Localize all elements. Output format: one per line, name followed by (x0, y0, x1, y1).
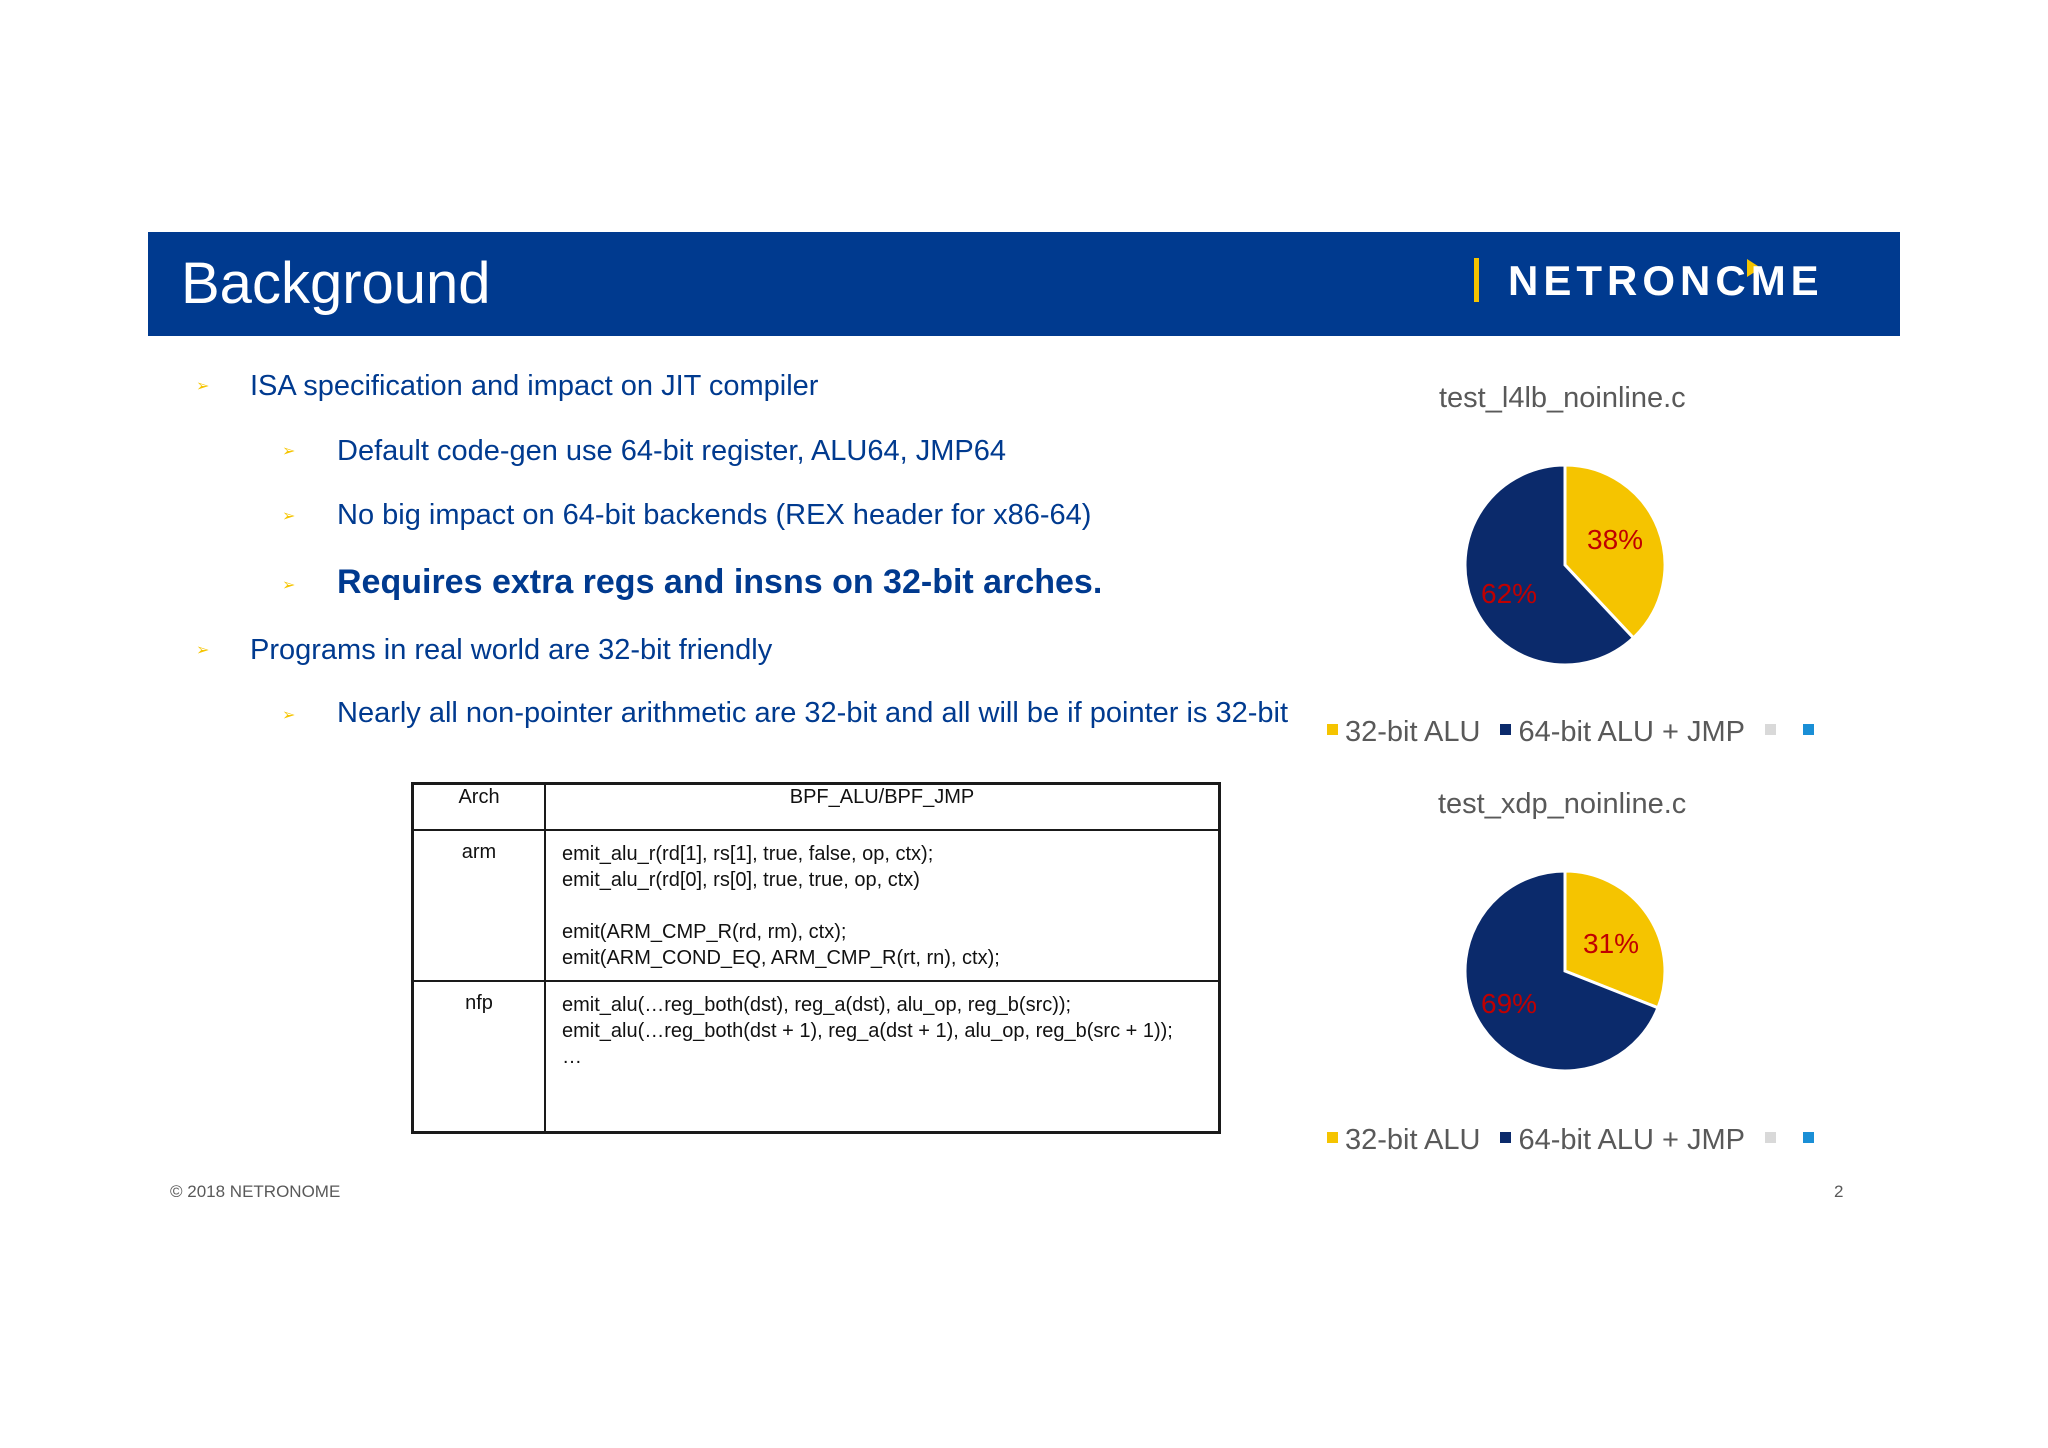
pie-label-32bit: 31% (1583, 928, 1640, 959)
logo-text-end: ME (1750, 257, 1824, 304)
pie-chart-xdp (1460, 866, 1670, 1076)
table-header-code: BPF_ALU/BPF_JMP (545, 784, 1220, 831)
legend-label: 32-bit ALU (1345, 1124, 1481, 1156)
chart-legend (1327, 716, 1833, 749)
table-cell-arch: arm (413, 830, 546, 981)
code-line: emit_alu_r(rd[1], rs[1], true, false, op, ctx); (562, 843, 934, 865)
chart-title: test_xdp_noinline.c (1438, 788, 1687, 820)
bullet-item-emphasis: Requires extra regs and insns on 32-bit arches. (337, 563, 1103, 601)
chart-legend (1327, 1124, 1833, 1157)
legend-swatch (1500, 1132, 1511, 1143)
legend-item (1803, 1124, 1821, 1156)
table-cell-code (545, 981, 1220, 1133)
bullet-arrow-icon: ➢ (196, 378, 210, 395)
netronome-logo (1508, 256, 1824, 306)
legend-label: 64-bit ALU + JMP (1518, 716, 1745, 748)
code-line: emit_alu_r(rd[0], rs[0], true, true, op, ctx) (562, 869, 920, 891)
legend-label: 32-bit ALU (1345, 716, 1481, 748)
legend-item (1765, 1124, 1783, 1156)
legend-item (1500, 716, 1744, 748)
code-line: … (562, 1046, 582, 1068)
legend-item (1765, 716, 1783, 748)
page-number: 2 (1834, 1182, 1844, 1201)
pie-label-32bit: 38% (1587, 524, 1644, 555)
legend-item (1327, 716, 1480, 748)
code-line: emit(ARM_COND_EQ, ARM_CMP_R(rt, rn), ctx); (562, 947, 1000, 969)
legend-item (1500, 1124, 1744, 1156)
legend-swatch (1327, 724, 1338, 735)
bullet-item: Programs in real world are 32-bit friendly (250, 634, 773, 666)
code-line: emit_alu(…reg_both(dst), reg_a(dst), alu_op, reg_b(src)); (562, 994, 1072, 1016)
bullet-arrow-icon: ➢ (196, 642, 210, 659)
table-cell-arch: nfp (413, 981, 546, 1133)
pie-label-64bit: 62% (1481, 578, 1538, 609)
legend-swatch (1765, 1132, 1776, 1143)
table-header-row (413, 784, 1220, 831)
bullet-item: ISA specification and impact on JIT compiler (250, 370, 819, 402)
code-table (411, 782, 1221, 1134)
table-cell-code (545, 830, 1220, 981)
bullet-arrow-icon: ➢ (282, 508, 296, 525)
legend-swatch (1327, 1132, 1338, 1143)
legend-swatch (1803, 724, 1814, 735)
logo-o-icon: C (1715, 257, 1751, 304)
table-header-arch: Arch (413, 784, 546, 831)
code-line-blank (562, 893, 1204, 919)
bullet-item: No big impact on 64-bit backends (REX header for x86-64) (337, 499, 1092, 531)
logo-text: NETRON (1508, 257, 1716, 304)
legend-swatch (1500, 724, 1511, 735)
table-row (413, 981, 1220, 1133)
pie-chart-l4lb (1460, 460, 1670, 670)
logo-separator (1474, 258, 1479, 302)
code-line: emit(ARM_CMP_R(rd, rm), ctx); (562, 921, 847, 943)
chart-title: test_l4lb_noinline.c (1439, 382, 1686, 414)
bullet-arrow-icon: ➢ (282, 577, 296, 594)
table-row (413, 830, 1220, 981)
legend-swatch (1765, 724, 1776, 735)
bullet-item: Default code-gen use 64-bit register, ALU64, JMP64 (337, 435, 1006, 467)
footer-copyright: © 2018 NETRONOME (170, 1182, 341, 1201)
pie-label-64bit: 69% (1481, 988, 1538, 1019)
bullet-item: Nearly all non-pointer arithmetic are 32-bit and all will be if pointer is 32-bit (337, 697, 1289, 729)
legend-item (1803, 716, 1821, 748)
legend-swatch (1803, 1132, 1814, 1143)
code-line: emit_alu(…reg_both(dst + 1), reg_a(dst + 1), alu_op, reg_b(src + 1)); (562, 1020, 1173, 1042)
legend-label: 64-bit ALU + JMP (1518, 1124, 1745, 1156)
legend-item (1327, 1124, 1480, 1156)
bullet-arrow-icon: ➢ (282, 707, 296, 724)
slide-title: Background (181, 251, 491, 316)
bullet-arrow-icon: ➢ (282, 443, 296, 460)
